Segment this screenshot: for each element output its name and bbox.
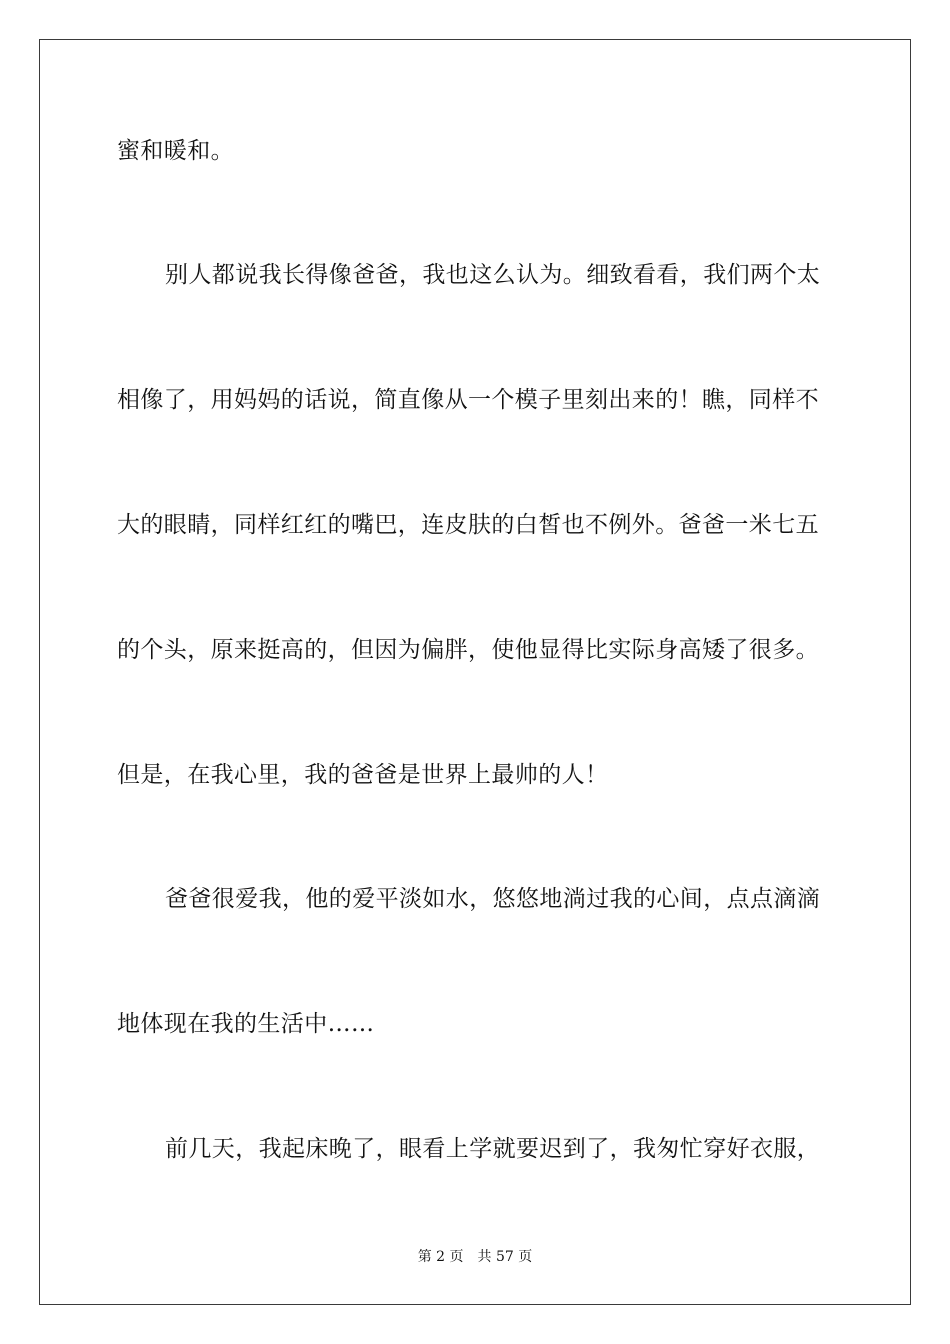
page-number: 第 2 页 [417, 1249, 464, 1265]
text-line: 别人都说我长得像爸爸，我也这么认为。细致看看，我们两个太 [165, 262, 821, 288]
text-line: 地体现在我的生活中…… [117, 1011, 375, 1037]
page-footer [0, 1248, 950, 1266]
text-line: 蜜和暖和。 [117, 138, 234, 164]
text-line: 的个头，原来挺高的，但因为偏胖，使他显得比实际身高矮了很多。 [117, 637, 819, 663]
text-line: 相像了，用妈妈的话说，简直像从一个模子里刻出来的！瞧，同样不 [117, 387, 819, 413]
page-border [39, 39, 911, 1305]
text-line: 爸爸很爱我，他的爱平淡如水，悠悠地淌过我的心间，点点滴滴 [165, 886, 821, 912]
text-line: 前几天，我起床晚了，眼看上学就要迟到了，我匆忙穿好衣服， [165, 1136, 821, 1162]
text-line: 大的眼睛，同样红红的嘴巴，连皮肤的白皙也不例外。爸爸一米七五 [117, 512, 819, 538]
page-total: 共 57 页 [477, 1249, 533, 1265]
text-line: 但是，在我心里，我的爸爸是世界上最帅的人！ [117, 762, 609, 788]
